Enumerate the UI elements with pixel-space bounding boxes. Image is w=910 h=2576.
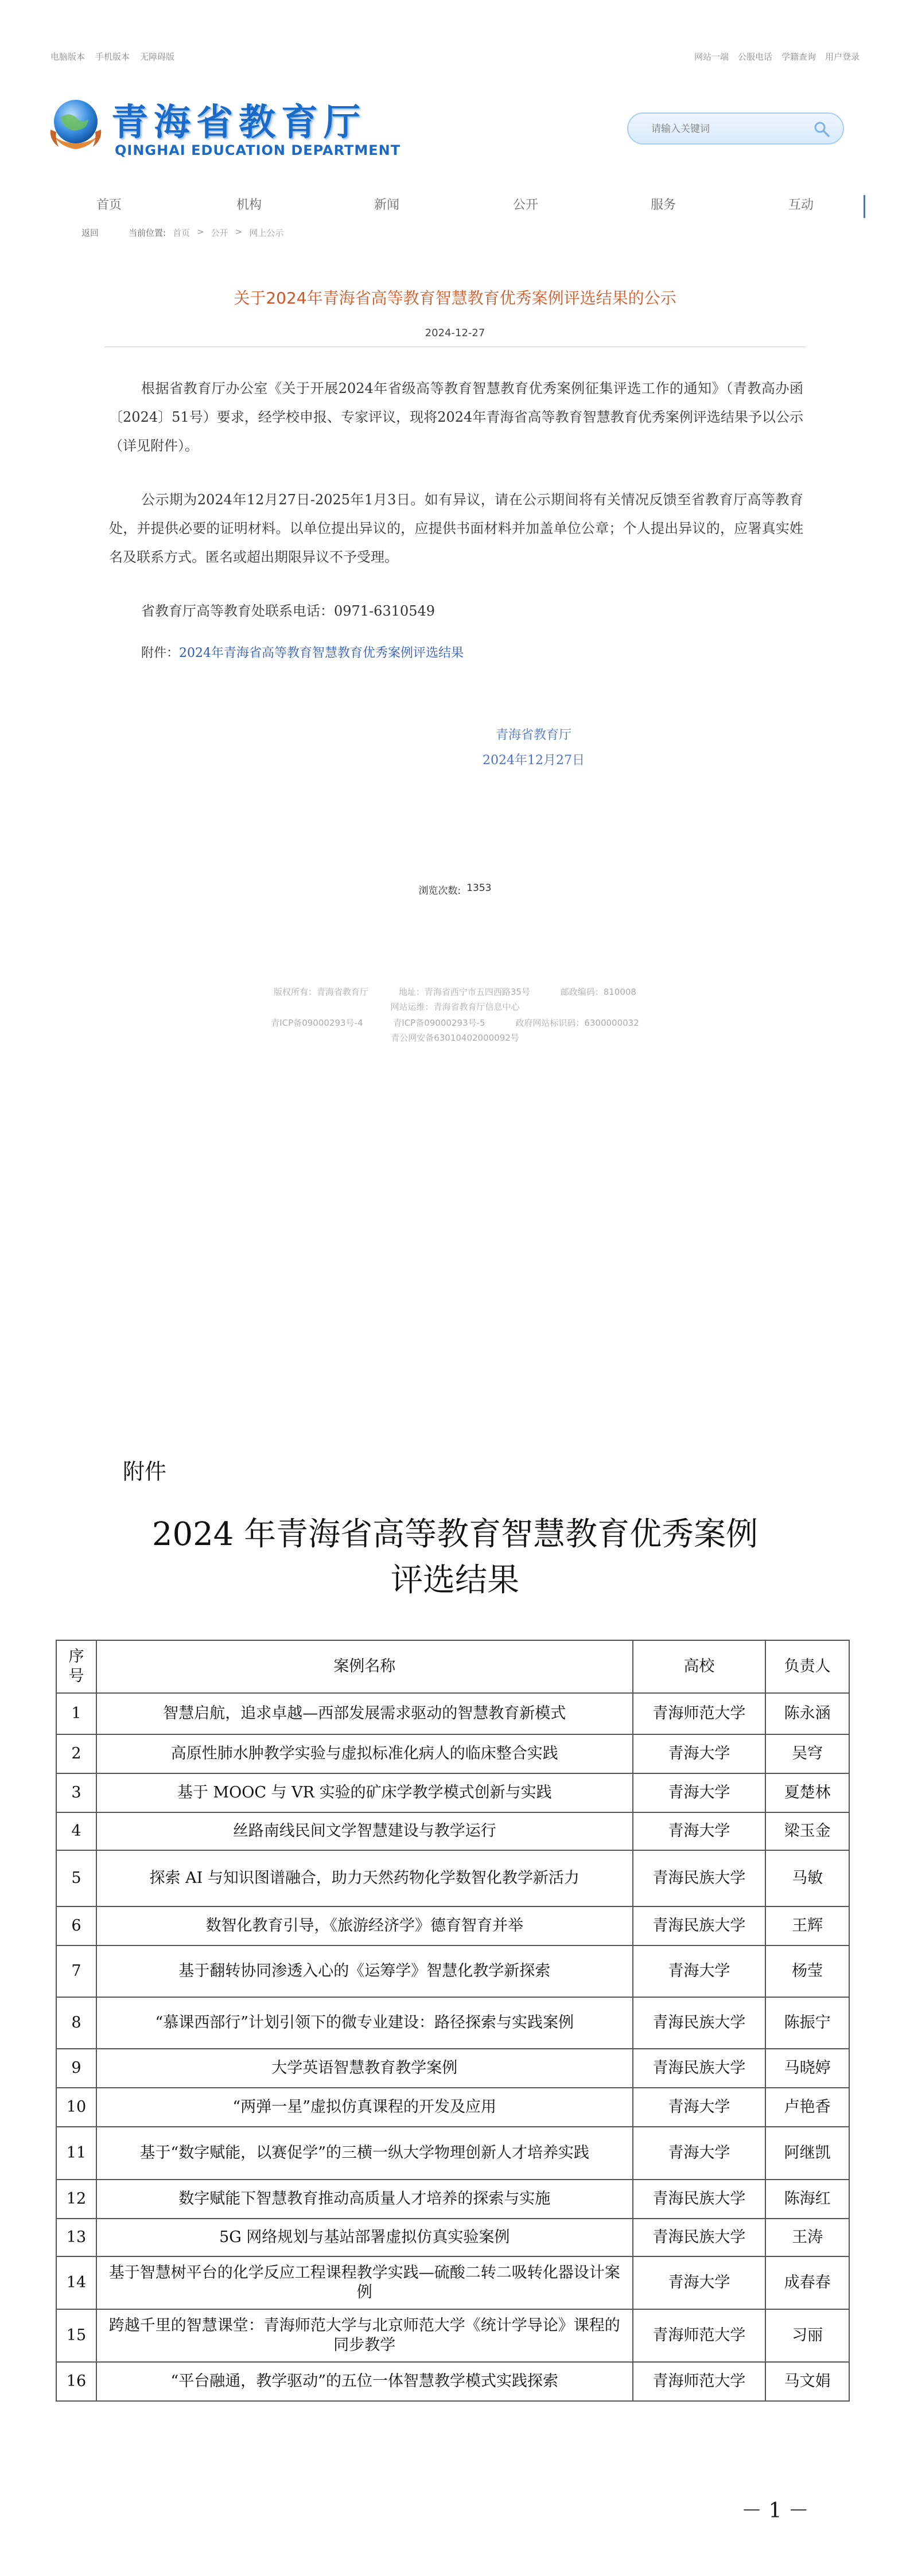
nav-public[interactable]: 公开: [513, 198, 539, 212]
footer-address: 地址：青海省西宁市五四西路35号: [398, 987, 530, 997]
document-title: 评选结果: [391, 1562, 519, 1599]
globe-logo-icon: [47, 94, 104, 157]
cell-index: 14: [56, 2256, 96, 2309]
cell-owner: 阿继凯: [765, 2127, 849, 2180]
top-utility-bar: [0, 50, 910, 64]
top-right-links: [694, 50, 860, 63]
cell-case-name: “两弹一星”虚拟仿真课程的开发及应用: [96, 2088, 633, 2127]
top-left-links: [50, 50, 174, 63]
breadcrumb-home[interactable]: 首页: [173, 228, 190, 238]
cell-owner: 夏楚林: [765, 1773, 849, 1812]
column-header: 案例名称: [96, 1640, 633, 1693]
cell-owner: 杨莹: [765, 1945, 849, 1997]
cell-owner: 马晓婷: [765, 2049, 849, 2088]
cell-index: 9: [56, 2049, 96, 2088]
attachment-link[interactable]: 2024年青海省高等教育智慧教育优秀案例评选结果: [179, 646, 464, 660]
logo-chinese-name: 青海省教育厅: [111, 102, 366, 144]
page-number: － 1 －: [741, 2499, 809, 2523]
cell-owner: 卢艳香: [765, 2088, 849, 2127]
cell-university: 青海民族大学: [633, 2219, 766, 2256]
cell-case-name: 数智化教育引导，《旅游经济学》德育智育并举: [96, 1906, 633, 1945]
table-row: [56, 2309, 849, 2362]
cell-university: 青海民族大学: [633, 1906, 766, 1945]
nav-news[interactable]: 新闻: [374, 198, 400, 212]
column-header: 高校: [633, 1640, 766, 1693]
results-table-body: [56, 1693, 849, 2401]
table-row: [56, 1734, 849, 1773]
cell-case-name: 智慧启航，追求卓越—西部发展需求驱动的智慧教育新模式: [96, 1693, 633, 1734]
mobile-version-link[interactable]: 手机版本: [95, 52, 130, 62]
cell-owner: 陈永涵: [765, 1693, 849, 1734]
signature-date: 2024年12月27日: [483, 753, 585, 768]
document-title: 2024 年青海省高等教育智慧教育优秀案例: [151, 1516, 759, 1553]
footer-police-record[interactable]: 青公网安备63010402000092号: [391, 1033, 519, 1043]
cell-case-name: “慕课西部行”计划引领下的微专业建设：路径探索与实践案例: [96, 1997, 633, 2049]
cell-university: 青海大学: [633, 2127, 766, 2180]
cell-index: 16: [56, 2362, 96, 2401]
view-count: [0, 882, 910, 897]
cell-case-name: 基于翻转协同渗透入心的《运筹学》智慧化教学新探索: [96, 1945, 633, 1997]
table-row: [56, 2049, 849, 2088]
cell-index: 1: [56, 1693, 96, 1734]
breadcrumb-label: 当前位置:: [129, 228, 166, 238]
cell-index: 12: [56, 2180, 96, 2219]
cell-owner: 王涛: [765, 2219, 849, 2256]
table-row: [56, 2088, 849, 2127]
cell-owner: 梁玉金: [765, 1812, 849, 1850]
cell-index: 7: [56, 1945, 96, 1997]
cell-owner: 习丽: [765, 2309, 849, 2362]
cell-university: 青海大学: [633, 1773, 766, 1812]
table-row: [56, 2180, 849, 2219]
cell-index: 11: [56, 2127, 96, 2180]
column-header: 序号: [56, 1640, 96, 1693]
table-row: [56, 2362, 849, 2401]
cell-university: 青海大学: [633, 2256, 766, 2309]
breadcrumb: [81, 227, 283, 239]
table-row: [56, 2127, 849, 2180]
cell-university: 青海大学: [633, 1734, 766, 1773]
table-row: [56, 1812, 849, 1850]
cell-index: 4: [56, 1812, 96, 1850]
cell-case-name: 5G 网络规划与基站部署虚拟仿真实验案例: [96, 2219, 633, 2256]
attachment-label: 附件：: [141, 646, 180, 660]
cell-owner: 陈海红: [765, 2180, 849, 2219]
view-count-value: 1353: [466, 882, 492, 894]
cell-owner: 成春春: [765, 2256, 849, 2309]
footer-line: [0, 1017, 910, 1029]
column-header: 负责人: [765, 1640, 849, 1693]
main-nav: [0, 195, 910, 218]
table-row: [56, 1945, 849, 1997]
cell-university: 青海民族大学: [633, 2180, 766, 2219]
footer-site-id: 政府网站标识码：6300000032: [515, 1018, 639, 1028]
search-icon[interactable]: [813, 120, 830, 138]
cell-case-name: 探索 AI 与知识图谱融合，助力天然药物化学数智化教学新活力: [96, 1850, 633, 1906]
cell-case-name: 大学英语智慧教育教学案例: [96, 2049, 633, 2088]
accessibility-link[interactable]: 无障碍版: [140, 52, 175, 62]
desktop-version-link[interactable]: 电脑版本: [50, 52, 85, 62]
cell-case-name: “平台融通，教学驱动”的五位一体智慧教学模式实践探索: [96, 2362, 633, 2401]
table-row: [56, 2256, 849, 2309]
cell-index: 15: [56, 2309, 96, 2362]
article-title: 关于2024年青海省高等教育智慧教育优秀案例评选结果的公示: [234, 289, 676, 308]
student-status-link[interactable]: 学籍查询: [781, 52, 816, 62]
site-portal-link[interactable]: 网站一端: [694, 52, 729, 62]
breadcrumb-separator: >: [235, 227, 243, 237]
cell-case-name: 数字赋能下智慧教育推动高质量人才培养的探索与实施: [96, 2180, 633, 2219]
article-paragraph: 根据省教育厅办公室《关于开展2024年省级高等教育智慧教育优秀案例征集评选工作的通知》（青教高办函〔2024〕51号）要求，经学校申报、专家评议，现将2024年青海省高等教育智慧教育优秀案例评选结果予以公示（详见附件）。: [109, 380, 803, 454]
table-header-row: [56, 1640, 849, 1693]
footer-postcode: 邮政编码：810008: [560, 987, 636, 997]
attachment-line: [109, 639, 803, 668]
footer-line: [0, 986, 910, 998]
cell-university: 青海师范大学: [633, 2309, 766, 2362]
footer-icp-4[interactable]: 青ICP备09000293号-4: [271, 1018, 363, 1028]
cell-university: 青海师范大学: [633, 2362, 766, 2401]
cell-owner: 马文娟: [765, 2362, 849, 2401]
breadcrumb-online-notice[interactable]: 网上公示: [249, 228, 284, 238]
cell-university: 青海大学: [633, 1812, 766, 1850]
cell-university: 青海师范大学: [633, 1693, 766, 1734]
cell-index: 2: [56, 1734, 96, 1773]
cell-owner: 马敏: [765, 1850, 849, 1906]
cell-case-name: 跨越千里的智慧课堂：青海师范大学与北京师范大学《统计学导论》课程的同步教学: [96, 2309, 633, 2362]
cell-index: 5: [56, 1850, 96, 1906]
article-date: 2024-12-27: [425, 327, 485, 339]
table-row: [56, 1693, 849, 1734]
cell-case-name: 基于“数字赋能，以赛促学”的三横一纵大学物理创新人才培养实践: [96, 2127, 633, 2180]
nav-divider: [864, 195, 865, 218]
view-count-label: 浏览次数:: [418, 885, 461, 897]
site-logo[interactable]: [47, 92, 437, 166]
breadcrumb-separator: >: [197, 227, 204, 237]
footer-maintainer: 网站运维：青海省教育厅信息中心: [390, 1002, 520, 1012]
table-row: [56, 2219, 849, 2256]
article-paragraph: 省教育厅高等教育处联系电话：0971-6310549: [141, 603, 435, 619]
table-row: [56, 1906, 849, 1945]
cell-case-name: 基于 MOOC 与 VR 实验的矿床学教学模式创新与实践: [96, 1773, 633, 1812]
table-row: [56, 1997, 849, 2049]
search-input[interactable]: [651, 122, 800, 137]
back-link[interactable]: 返回: [81, 228, 99, 238]
cell-index: 8: [56, 1997, 96, 2049]
cell-owner: 陈振宁: [765, 1997, 849, 2049]
search-box: [627, 112, 844, 145]
nav-home[interactable]: 首页: [96, 198, 122, 212]
footer-icp-5[interactable]: 青ICP备09000293号-5: [393, 1018, 485, 1028]
results-table: [56, 1640, 850, 2402]
breadcrumb-public[interactable]: 公开: [211, 228, 228, 238]
table-row: [56, 1773, 849, 1812]
table-row: [56, 1850, 849, 1906]
signature-org: 青海省教育厅: [495, 728, 571, 742]
attachment-heading: 附件: [123, 1459, 167, 1484]
cell-university: 青海大学: [633, 1945, 766, 1997]
article-paragraph: 公示期为2024年12月27日-2025年1月3日。如有异议，请在公示期间将有关情况反馈至省教育厅高等教育处，并提供必要的证明材料。以单位提出异议的，应提供书面材料并加盖单位公章；个人提出异议的，应署真实姓名及联系方式。匿名或超出期限异议不予受理。: [109, 492, 803, 565]
cell-owner: 王辉: [765, 1906, 849, 1945]
cell-university: 青海民族大学: [633, 1997, 766, 2049]
footer-copyright: 版权所有：青海省教育厅: [274, 987, 369, 997]
cell-case-name: 丝路南线民间文学智慧建设与教学运行: [96, 1812, 633, 1850]
cell-index: 6: [56, 1906, 96, 1945]
cell-case-name: 基于智慧树平台的化学反应工程课程教学实践—硫酸二转二吸转化器设计案例: [96, 2256, 633, 2309]
cell-university: 青海民族大学: [633, 2049, 766, 2088]
cell-index: 13: [56, 2219, 96, 2256]
nav-services[interactable]: 服务: [651, 198, 676, 212]
logo-english-name: QINGHAI EDUCATION DEPARTMENT: [115, 142, 401, 158]
cell-index: 3: [56, 1773, 96, 1812]
user-login-link[interactable]: 用户登录: [825, 52, 860, 62]
cell-university: 青海大学: [633, 2088, 766, 2127]
cell-owner: 吴穹: [765, 1734, 849, 1773]
cell-university: 青海民族大学: [633, 1850, 766, 1906]
cell-case-name: 高原性肺水肿教学实验与虚拟标准化病人的临床整合实践: [96, 1734, 633, 1773]
service-phone-link[interactable]: 公服电话: [737, 52, 772, 62]
nav-interaction[interactable]: 互动: [788, 198, 814, 212]
cell-index: 10: [56, 2088, 96, 2127]
nav-institutions[interactable]: 机构: [236, 198, 262, 212]
